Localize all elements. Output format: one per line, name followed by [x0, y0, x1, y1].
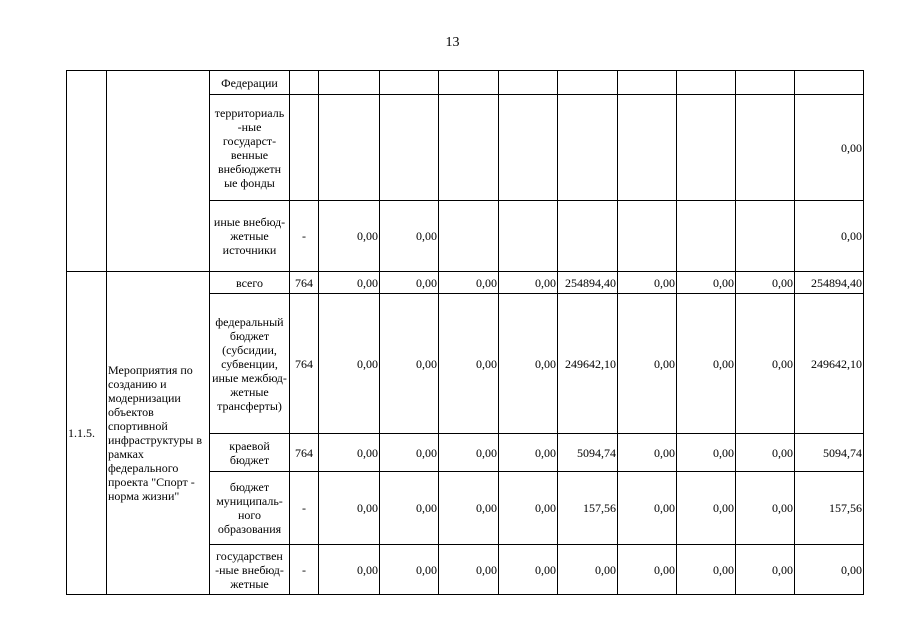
amount-cell: 0,00 — [795, 201, 864, 272]
amount-cell: 0,00 — [319, 294, 380, 434]
amount-cell: 0,00 — [319, 201, 380, 272]
table-row — [67, 71, 864, 95]
amount-cell: 5094,74 — [558, 434, 618, 472]
amount-cell — [558, 201, 618, 272]
amount-cell: 0,00 — [499, 434, 558, 472]
amount-cell — [319, 95, 380, 201]
amount-cell: 0,00 — [677, 272, 736, 294]
amount-cell: 0,00 — [499, 545, 558, 595]
amount-cell: 0,00 — [439, 434, 499, 472]
item-number: 1.1.5. — [67, 272, 107, 595]
funding-source: иные внебюд-жетные источники — [210, 201, 290, 272]
amount-cell: 0,00 — [736, 545, 795, 595]
amount-cell — [439, 71, 499, 95]
amount-cell: 0,00 — [618, 434, 677, 472]
amount-cell — [499, 71, 558, 95]
amount-cell — [558, 95, 618, 201]
amount-cell: 0,00 — [439, 472, 499, 545]
page-number: 13 — [445, 35, 460, 50]
amount-cell: 0,00 — [380, 201, 439, 272]
amount-cell: 0,00 — [499, 472, 558, 545]
amount-cell: 0,00 — [736, 434, 795, 472]
amount-cell: 0,00 — [618, 545, 677, 595]
amount-cell: 0,00 — [439, 294, 499, 434]
amount-cell: 0,00 — [380, 294, 439, 434]
budget-code: - — [290, 201, 319, 272]
amount-cell — [677, 201, 736, 272]
amount-cell: 0,00 — [558, 545, 618, 595]
amount-cell: 0,00 — [380, 272, 439, 294]
budget-table — [66, 70, 864, 595]
amount-cell: 0,00 — [439, 545, 499, 595]
amount-cell — [380, 95, 439, 201]
amount-cell: 0,00 — [439, 272, 499, 294]
amount-cell: 254894,40 — [795, 272, 864, 294]
amount-cell — [677, 71, 736, 95]
amount-cell — [736, 201, 795, 272]
amount-cell: 0,00 — [319, 434, 380, 472]
amount-cell — [558, 71, 618, 95]
amount-cell — [499, 201, 558, 272]
item-name-cell — [107, 71, 210, 272]
amount-cell: 0,00 — [319, 545, 380, 595]
amount-cell — [736, 71, 795, 95]
funding-source: краевой бюджет — [210, 434, 290, 472]
funding-source: государствен -ные внебюд-жетные — [210, 545, 290, 595]
amount-cell — [618, 95, 677, 201]
amount-cell — [677, 95, 736, 201]
amount-cell: 249642,10 — [795, 294, 864, 434]
funding-source: бюджет муниципаль-ного образования — [210, 472, 290, 545]
amount-cell: 0,00 — [618, 472, 677, 545]
amount-cell: 5094,74 — [795, 434, 864, 472]
funding-source: федеральный бюджет (субсидии, субвенции, иные межбюд-жетные трансферты) — [210, 294, 290, 434]
amount-cell: 0,00 — [618, 272, 677, 294]
budget-code: 764 — [290, 294, 319, 434]
amount-cell: 0,00 — [319, 272, 380, 294]
budget-code: - — [290, 545, 319, 595]
amount-cell — [618, 201, 677, 272]
amount-cell: 0,00 — [677, 472, 736, 545]
item-number-cell — [67, 71, 107, 272]
budget-code — [290, 71, 319, 95]
amount-cell — [736, 95, 795, 201]
amount-cell: 249642,10 — [558, 294, 618, 434]
amount-cell: 0,00 — [380, 472, 439, 545]
amount-cell: 254894,40 — [558, 272, 618, 294]
amount-cell — [439, 95, 499, 201]
amount-cell: 157,56 — [558, 472, 618, 545]
amount-cell: 0,00 — [380, 545, 439, 595]
amount-cell: 0,00 — [618, 294, 677, 434]
amount-cell — [618, 71, 677, 95]
budget-code: - — [290, 472, 319, 545]
amount-cell — [439, 201, 499, 272]
amount-cell: 157,56 — [795, 472, 864, 545]
amount-cell: 0,00 — [499, 294, 558, 434]
funding-source: всего — [210, 272, 290, 294]
item-name: Мероприятия по созданию и модернизации объектов спортивной инфраструктуры в рамках федерального проекта "Спорт - норма жизни" — [107, 272, 210, 595]
amount-cell — [380, 71, 439, 95]
amount-cell: 0,00 — [736, 472, 795, 545]
amount-cell: 0,00 — [795, 545, 864, 595]
funding-source: территориаль -ные государст-венные внебюджетн ые фонды — [210, 95, 290, 201]
amount-cell: 0,00 — [499, 272, 558, 294]
amount-cell: 0,00 — [677, 545, 736, 595]
table-row — [67, 272, 864, 294]
budget-code: 764 — [290, 434, 319, 472]
amount-cell — [319, 71, 380, 95]
budget-code — [290, 95, 319, 201]
amount-cell: 0,00 — [677, 434, 736, 472]
amount-cell — [795, 71, 864, 95]
amount-cell: 0,00 — [736, 272, 795, 294]
amount-cell: 0,00 — [795, 95, 864, 201]
budget-code: 764 — [290, 272, 319, 294]
amount-cell: 0,00 — [736, 294, 795, 434]
amount-cell: 0,00 — [677, 294, 736, 434]
amount-cell — [499, 95, 558, 201]
amount-cell: 0,00 — [380, 434, 439, 472]
funding-source: Федерации — [210, 71, 290, 95]
amount-cell: 0,00 — [319, 472, 380, 545]
